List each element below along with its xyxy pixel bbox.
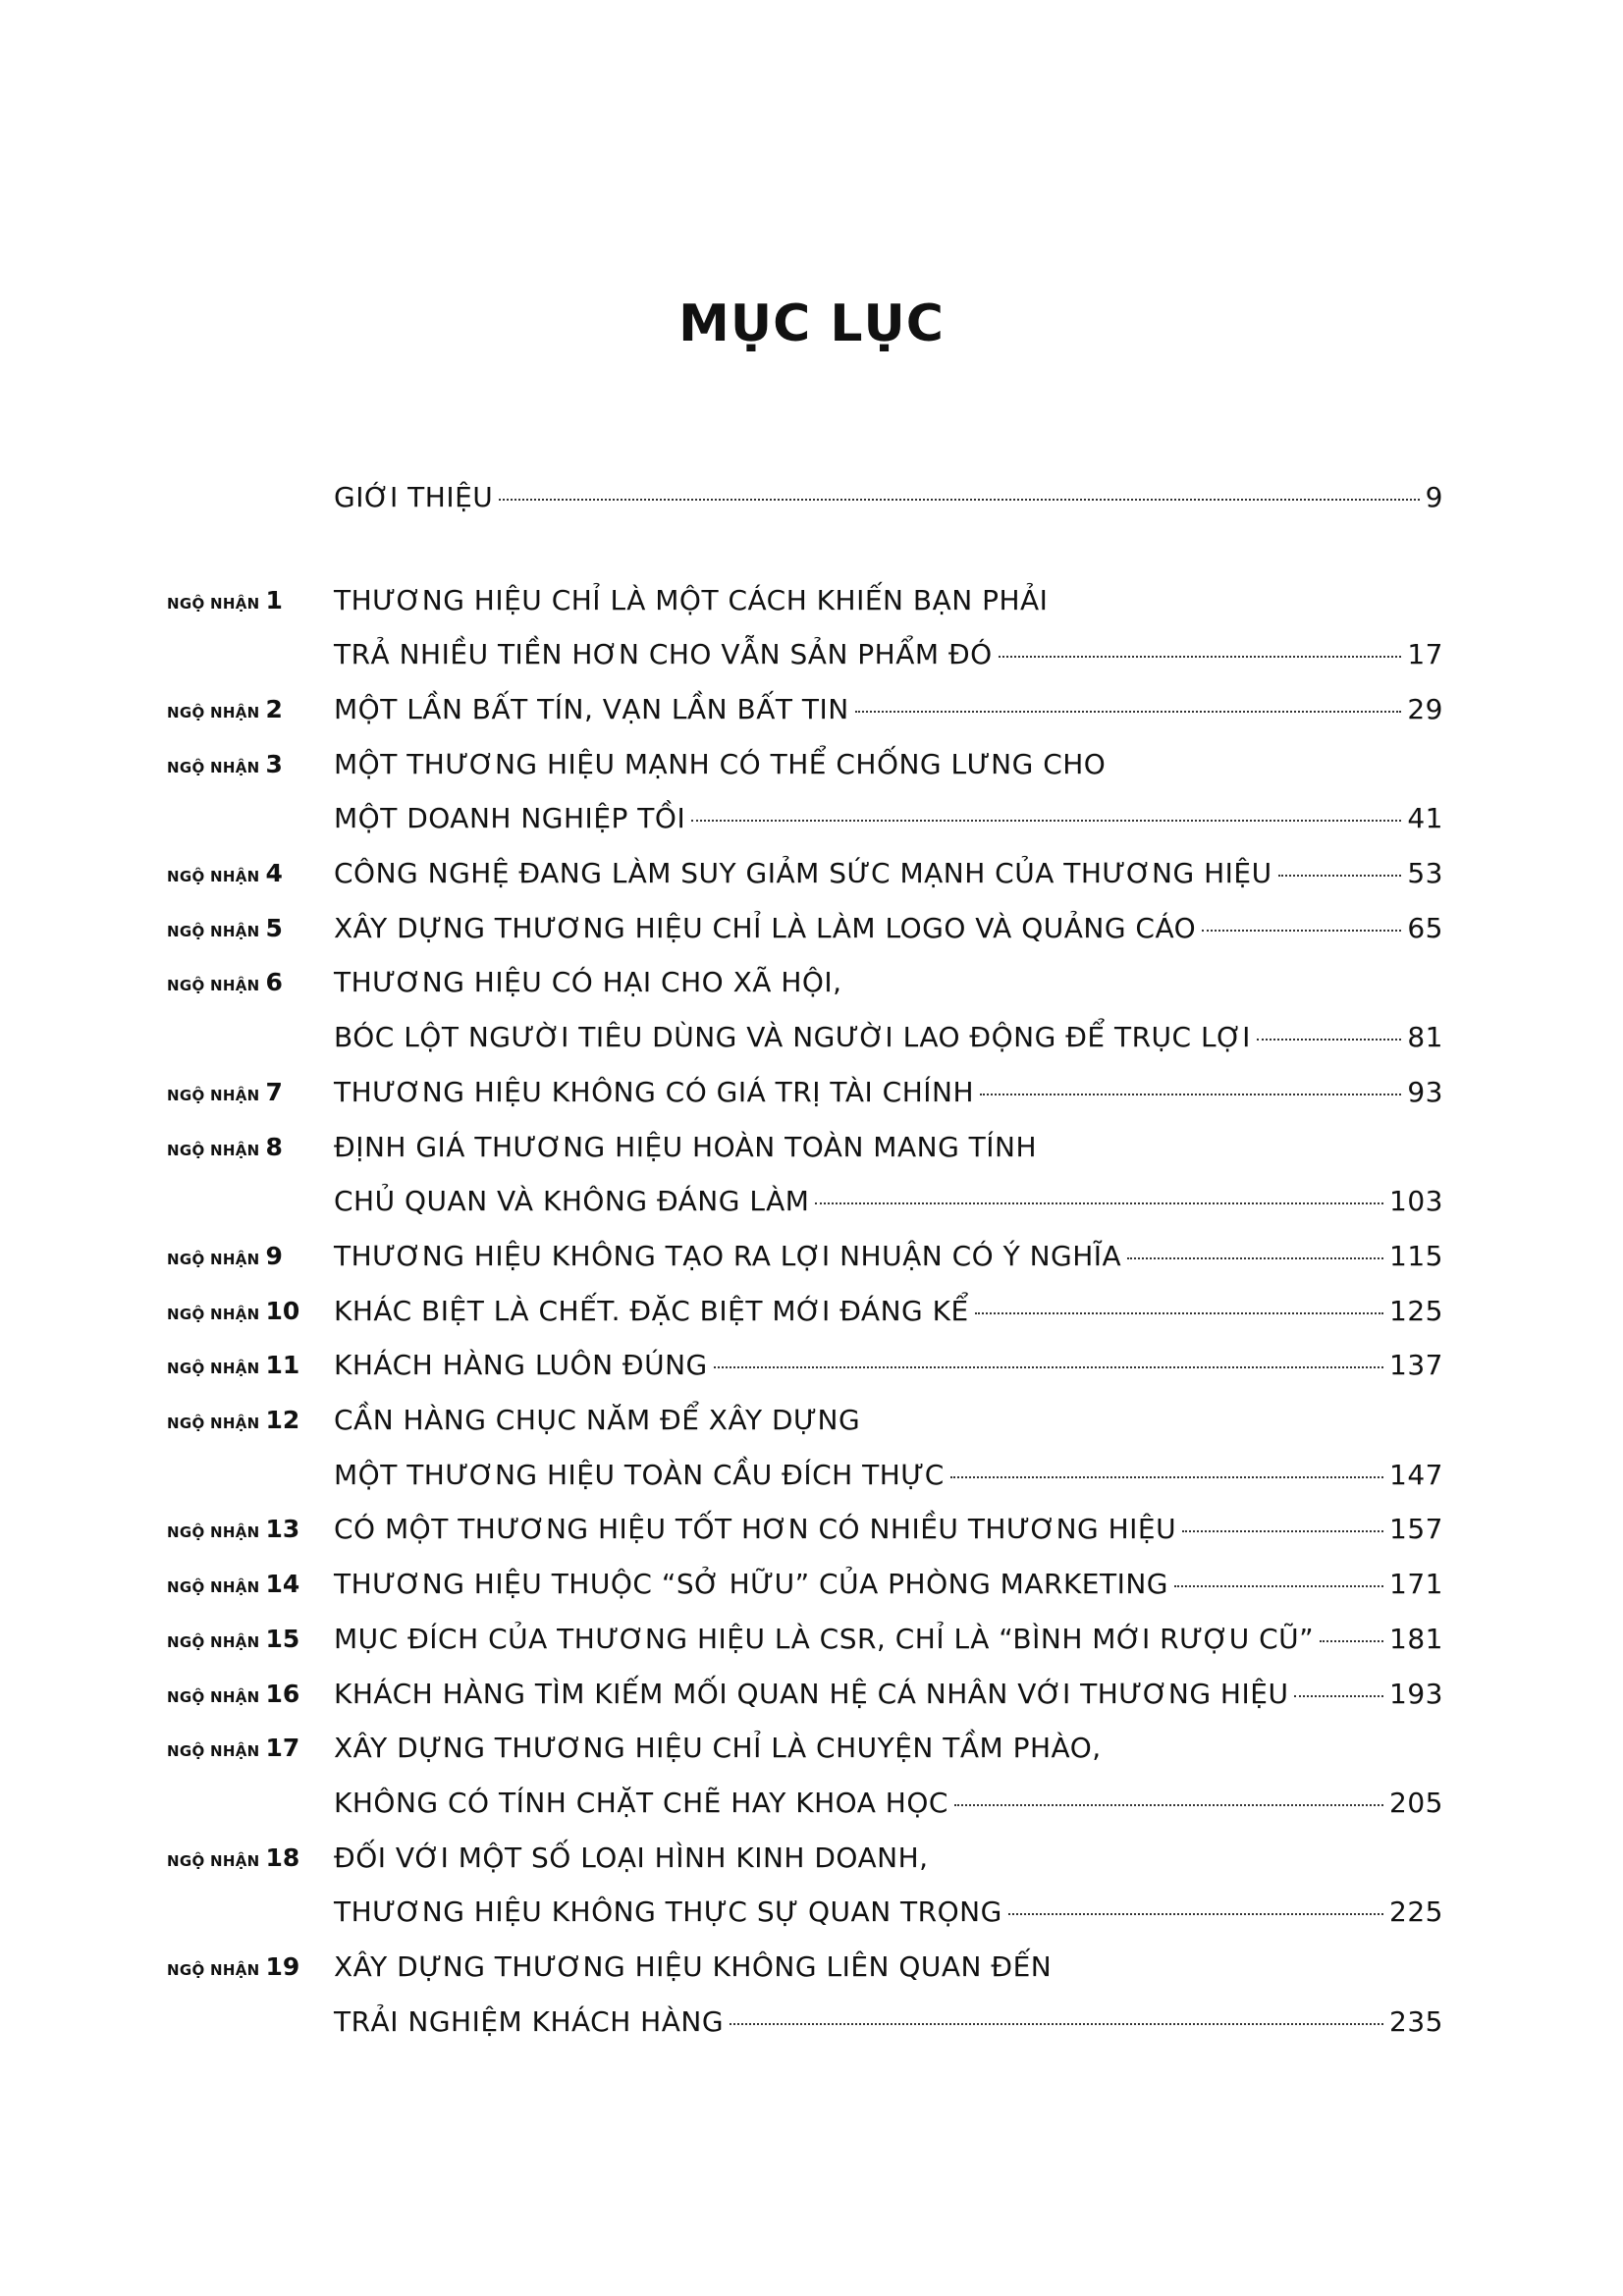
myth-label <box>167 1625 319 1653</box>
dot-leader <box>954 1804 1383 1806</box>
toc-line <box>167 1666 1443 1721</box>
dot-leader <box>815 1202 1383 1204</box>
myth-prefix: NGỘ NHẬN <box>167 1578 260 1597</box>
dot-leader <box>714 1366 1383 1368</box>
toc-line <box>167 791 1443 846</box>
page-number: 29 <box>1407 692 1443 725</box>
entry-text-row <box>334 1021 1443 1053</box>
toc-line <box>167 1885 1443 1940</box>
dot-leader <box>691 820 1401 822</box>
myth-number: 9 <box>265 1241 283 1270</box>
myth-label <box>167 1952 319 1981</box>
dot-leader <box>1202 930 1401 932</box>
dot-leader <box>950 1476 1383 1478</box>
toc-line <box>167 469 1443 524</box>
myth-prefix: NGỘ NHẬN <box>167 977 260 995</box>
dot-leader <box>1257 1039 1401 1041</box>
toc-line <box>167 1228 1443 1283</box>
entry-title: KHÁCH HÀNG LUÔN ĐÚNG <box>334 1349 708 1382</box>
page-number: 157 <box>1389 1513 1443 1546</box>
entry-text-row <box>334 1513 1443 1545</box>
dot-leader <box>1294 1695 1383 1697</box>
toc-line <box>167 1283 1443 1338</box>
entry-text-row <box>334 1076 1443 1108</box>
myth-number: 13 <box>265 1515 300 1544</box>
myth-prefix: NGỘ NHẬN <box>167 1632 260 1651</box>
myth-label <box>167 1133 319 1161</box>
entry-title: GIỚI THIỆU <box>334 480 494 513</box>
dot-leader <box>1008 1913 1383 1915</box>
page-number: 103 <box>1389 1185 1443 1218</box>
myth-prefix: NGỘ NHẬN <box>167 1742 260 1761</box>
myth-label <box>167 1570 319 1598</box>
dot-leader <box>855 711 1402 713</box>
myth-prefix: NGỘ NHẬN <box>167 1141 260 1159</box>
page-title: MỤC LỤC <box>678 294 945 353</box>
myth-number: 3 <box>265 749 283 778</box>
entry-title: XÂY DỰNG THƯƠNG HIỆU KHÔNG LIÊN QUAN ĐẾN <box>334 1950 1053 1983</box>
myth-prefix: NGỘ NHẬN <box>167 1961 260 1979</box>
entry-text-row <box>334 1732 1443 1764</box>
toc-line <box>167 900 1443 955</box>
entry-text-row <box>334 481 1443 513</box>
dot-leader <box>730 2023 1383 2025</box>
entry-title: MỘT DOANH NGHIỆP TỒI <box>334 802 686 835</box>
page-number: 65 <box>1407 911 1443 944</box>
page-number: 115 <box>1389 1239 1443 1272</box>
myth-number: 8 <box>265 1132 283 1161</box>
entry-title: KHÁCH HÀNG TÌM KIẾM MỐI QUAN HỆ CÁ NHÂN VỚI THƯƠNG HIỆU <box>334 1677 1289 1710</box>
myth-prefix: NGỘ NHẬN <box>167 1086 260 1104</box>
page-number: 171 <box>1389 1568 1443 1601</box>
myth-label <box>167 968 319 996</box>
entry-title: THƯƠNG HIỆU CÓ HẠI CHO XÃ HỘI, <box>334 966 842 999</box>
entry-title: MỘT LẦN BẤT TÍN, VẠN LẦN BẤT TIN <box>334 692 849 725</box>
toc-line <box>167 1830 1443 1885</box>
dot-leader <box>1320 1640 1383 1642</box>
entry-title: CÔNG NGHỆ ĐANG LÀM SUY GIẢM SỨC MẠNH CỦA THƯƠNG HIỆU <box>334 857 1272 889</box>
myth-label <box>167 859 319 887</box>
entry-text-row <box>334 748 1443 780</box>
toc-line <box>167 1940 1443 1995</box>
myth-prefix: NGỘ NHẬN <box>167 1360 260 1378</box>
entry-text-row <box>334 1623 1443 1655</box>
entry-text-row <box>334 1459 1443 1491</box>
dot-leader <box>499 499 1419 501</box>
myth-prefix: NGỘ NHẬN <box>167 703 260 721</box>
entry-text-row <box>334 1787 1443 1819</box>
myth-label <box>167 695 319 723</box>
entry-title: THƯƠNG HIỆU KHÔNG THỰC SỰ QUAN TRỌNG <box>334 1896 1002 1929</box>
entry-title: TRẢ NHIỀU TIỀN HƠN CHO VẪN SẢN PHẨM ĐÓ <box>334 638 993 671</box>
entry-title: XÂY DỰNG THƯƠNG HIỆU CHỈ LÀ CHUYỆN TẦM PHÀO, <box>334 1732 1102 1765</box>
entry-title: THƯƠNG HIỆU KHÔNG CÓ GIÁ TRỊ TÀI CHÍNH <box>334 1075 975 1108</box>
dot-leader <box>1278 875 1402 877</box>
myth-prefix: NGỘ NHẬN <box>167 1523 260 1542</box>
entry-text-row <box>334 912 1443 944</box>
myth-prefix: NGỘ NHẬN <box>167 1415 260 1432</box>
toc-line <box>167 1064 1443 1119</box>
page-number: 193 <box>1389 1677 1443 1710</box>
myth-prefix: NGỘ NHẬN <box>167 1851 260 1870</box>
page-number: 125 <box>1389 1294 1443 1327</box>
myth-prefix: NGỘ NHẬN <box>167 758 260 776</box>
entry-text-row <box>334 1842 1443 1874</box>
myth-prefix: NGỘ NHẬN <box>167 1305 260 1323</box>
entry-text-row <box>334 857 1443 889</box>
myth-label <box>167 1734 319 1762</box>
myth-number: 4 <box>265 859 283 887</box>
toc-line <box>167 681 1443 736</box>
entry-text-row <box>334 584 1443 616</box>
myth-label <box>167 1680 319 1708</box>
myth-label <box>167 1242 319 1270</box>
toc-line <box>167 1502 1443 1557</box>
entry-text-row <box>334 1131 1443 1163</box>
page-number: 93 <box>1407 1075 1443 1108</box>
myth-number: 11 <box>265 1351 300 1380</box>
page-number: 181 <box>1389 1622 1443 1655</box>
myth-prefix: NGỘ NHẬN <box>167 1250 260 1268</box>
entry-title: THƯƠNG HIỆU THUỘC “SỞ HỮU” CỦA PHÒNG MARKETING <box>334 1568 1168 1601</box>
entry-text-row <box>334 1950 1443 1983</box>
myth-number: 12 <box>265 1406 300 1434</box>
myth-number: 15 <box>265 1624 300 1653</box>
page-number: 81 <box>1407 1021 1443 1054</box>
myth-label <box>167 914 319 942</box>
page-number: 235 <box>1389 2004 1443 2038</box>
toc-line <box>167 846 1443 901</box>
toc-line <box>167 1611 1443 1666</box>
dot-leader <box>1182 1530 1383 1532</box>
myth-label <box>167 1843 319 1872</box>
myth-prefix: NGỘ NHẬN <box>167 922 260 940</box>
entry-title: XÂY DỰNG THƯƠNG HIỆU CHỈ LÀ LÀM LOGO VÀ QUẢNG CÁO <box>334 911 1197 944</box>
entry-text-row <box>334 693 1443 725</box>
myth-number: 5 <box>265 913 283 942</box>
page-number: 41 <box>1407 802 1443 835</box>
entry-text-row <box>334 1240 1443 1272</box>
myth-prefix: NGỘ NHẬN <box>167 868 260 885</box>
toc-line <box>167 1447 1443 1502</box>
entry-text-row <box>334 1678 1443 1710</box>
myth-number: 7 <box>265 1077 283 1106</box>
page-number: 205 <box>1389 1786 1443 1819</box>
myth-number: 18 <box>265 1842 300 1872</box>
toc-line <box>167 1393 1443 1448</box>
myth-label <box>167 1078 319 1106</box>
myth-label <box>167 586 319 614</box>
toc-line <box>167 572 1443 627</box>
entry-title: TRẢI NGHIỆM KHÁCH HÀNG <box>334 2004 725 2038</box>
page-number: 9 <box>1425 480 1443 513</box>
myth-prefix: NGỘ NHẬN <box>167 1687 260 1706</box>
myth-number: 1 <box>265 585 283 614</box>
page-number: 225 <box>1389 1896 1443 1929</box>
toc-line <box>167 1721 1443 1776</box>
myth-number: 6 <box>265 968 283 997</box>
myth-number: 2 <box>265 694 283 723</box>
entry-title: ĐỐI VỚI MỘT SỐ LOẠI HÌNH KINH DOANH, <box>334 1841 929 1874</box>
myth-label <box>167 750 319 778</box>
entry-text-row <box>334 638 1443 670</box>
entry-text-row <box>334 966 1443 998</box>
toc-line <box>167 955 1443 1010</box>
entry-title: KHÁC BIỆT LÀ CHẾT. ĐẶC BIỆT MỚI ĐÁNG KỂ <box>334 1294 969 1327</box>
dot-leader <box>980 1094 1401 1095</box>
entry-title: CHỦ QUAN VÀ KHÔNG ĐÁNG LÀM <box>334 1185 810 1218</box>
entry-text-row <box>334 2005 1443 2038</box>
myth-prefix: NGỘ NHẬN <box>167 594 260 613</box>
page-number: 17 <box>1407 638 1443 671</box>
entry-text-row <box>334 1185 1443 1217</box>
entry-title: THƯƠNG HIỆU KHÔNG TẠO RA LỢI NHUẬN CÓ Ý NGHĨA <box>334 1239 1122 1272</box>
entry-title: THƯƠNG HIỆU CHỈ LÀ MỘT CÁCH KHIẾN BẠN PHẢI <box>334 583 1049 616</box>
toc-line <box>167 1174 1443 1229</box>
page-number: 147 <box>1389 1458 1443 1491</box>
entry-title: MỤC ĐÍCH CỦA THƯƠNG HIỆU LÀ CSR, CHỈ LÀ “BÌNH MỚI RƯỢU CŨ” <box>334 1622 1315 1655</box>
entry-title: MỘT THƯƠNG HIỆU MẠNH CÓ THỂ CHỐNG LƯNG CHO <box>334 747 1107 780</box>
toc-line <box>167 1338 1443 1393</box>
myth-number: 14 <box>265 1570 300 1599</box>
toc-line <box>167 627 1443 682</box>
dot-leader <box>999 656 1402 658</box>
myth-label <box>167 1515 319 1543</box>
myth-number: 16 <box>265 1679 300 1708</box>
entry-text-row <box>334 1295 1443 1327</box>
entry-text-row <box>334 1349 1443 1381</box>
page-number: 137 <box>1389 1349 1443 1382</box>
entry-title: ĐỊNH GIÁ THƯƠNG HIỆU HOÀN TOÀN MANG TÍNH <box>334 1130 1038 1163</box>
entry-text-row <box>334 1568 1443 1600</box>
entry-text-row <box>334 802 1443 834</box>
toc-line <box>167 736 1443 791</box>
entry-title: CÓ MỘT THƯƠNG HIỆU TỐT HƠN CÓ NHIỀU THƯƠNG HIỆU <box>334 1513 1177 1546</box>
toc-line <box>167 1557 1443 1612</box>
entry-title: BÓC LỘT NGƯỜI TIÊU DÙNG VÀ NGƯỜI LAO ĐỘNG ĐỂ TRỤC LỢI <box>334 1021 1251 1054</box>
toc-line <box>167 1994 1443 2049</box>
dot-leader <box>1127 1257 1383 1259</box>
entry-title: KHÔNG CÓ TÍNH CHẶT CHẼ HAY KHOA HỌC <box>334 1786 948 1819</box>
entry-text-row <box>334 1404 1443 1436</box>
page-number: 53 <box>1407 857 1443 889</box>
myth-label <box>167 1297 319 1325</box>
entry-title: CẦN HÀNG CHỤC NĂM ĐỂ XÂY DỰNG <box>334 1404 861 1436</box>
myth-number: 17 <box>265 1734 300 1763</box>
toc-line <box>167 1775 1443 1830</box>
entry-title: MỘT THƯƠNG HIỆU TOÀN CẦU ĐÍCH THỰC <box>334 1458 945 1491</box>
dot-leader <box>1174 1585 1383 1587</box>
toc-line <box>167 1010 1443 1065</box>
entry-text-row <box>334 1896 1443 1928</box>
myth-number: 10 <box>265 1296 300 1325</box>
dot-leader <box>975 1312 1383 1314</box>
myth-label <box>167 1351 319 1379</box>
myth-label <box>167 1406 319 1434</box>
myth-number: 19 <box>265 1952 300 1981</box>
toc-line <box>167 1119 1443 1174</box>
